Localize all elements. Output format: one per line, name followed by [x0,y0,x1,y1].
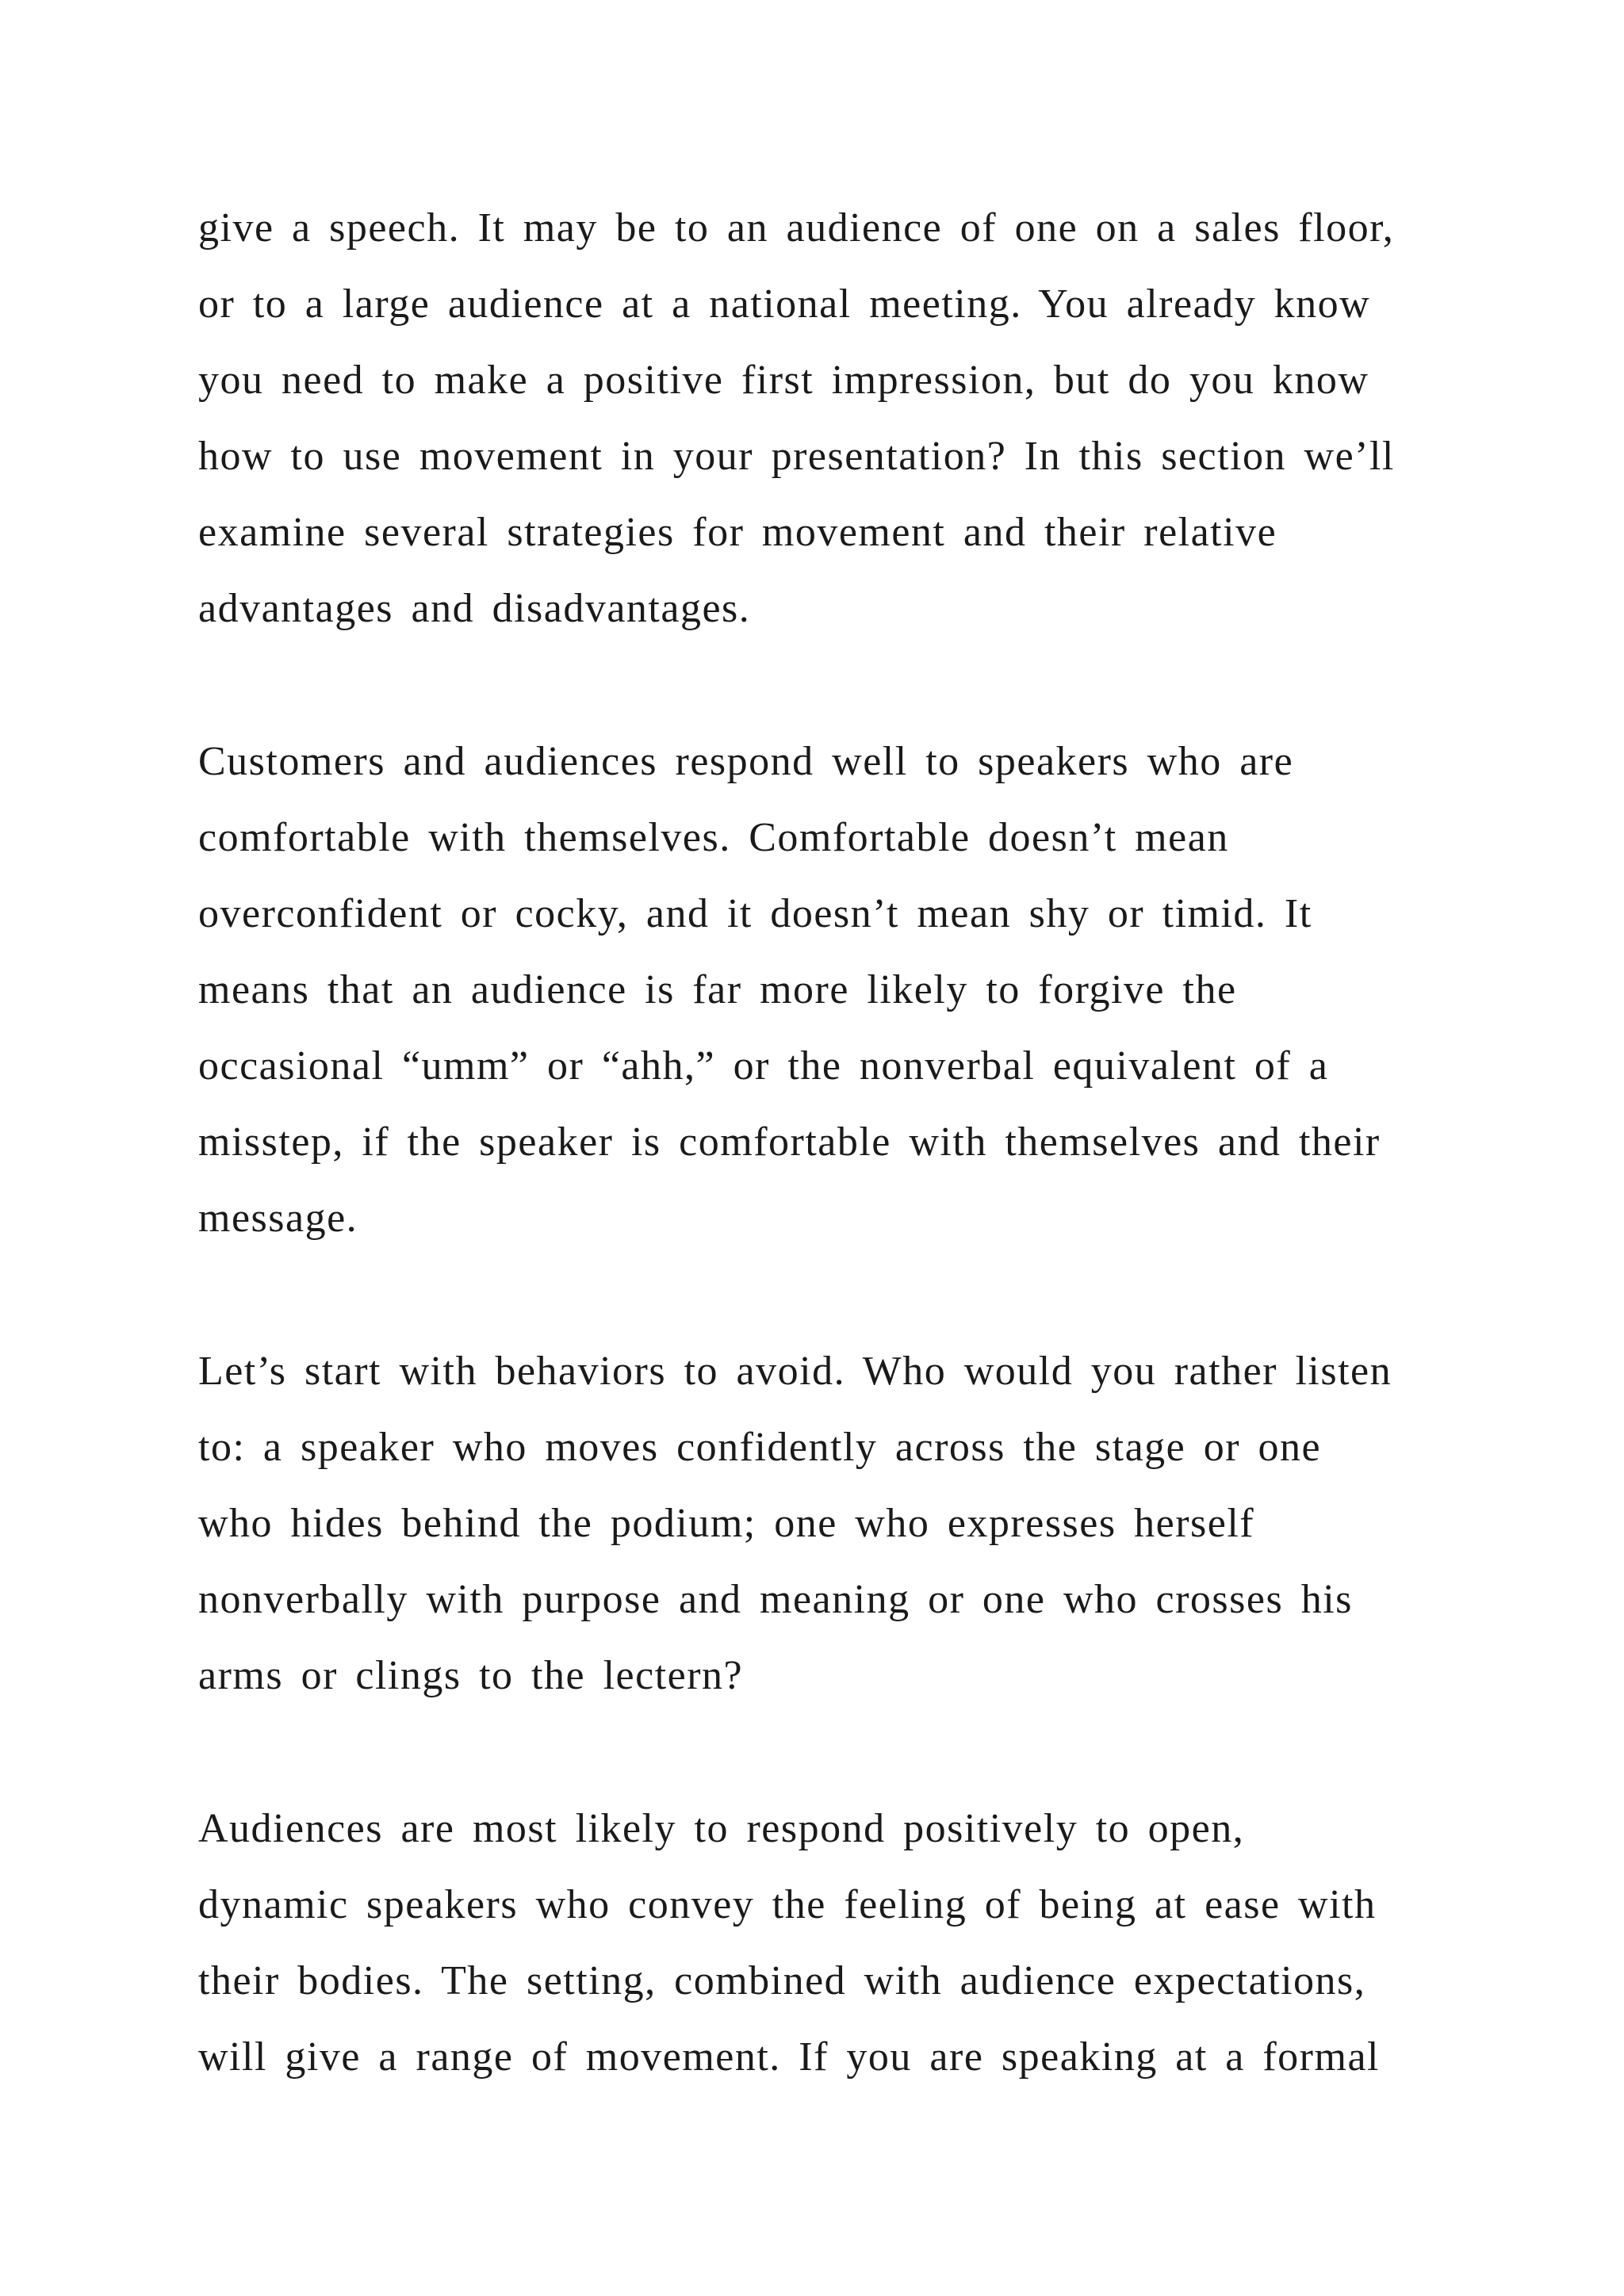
text-line: occasional “umm” or “ahh,” or the nonverbal equivalent of a [198,1043,1329,1089]
text-line: overconfident or cocky, and it doesn’t mean shy or timid. It [198,891,1312,936]
paragraph-2 [198,724,1467,1257]
text-line: advantages and disadvantages. [198,586,751,631]
text-line: who hides behind the podium; one who expresses herself [198,1501,1255,1546]
paragraph-3 [198,1334,1467,1714]
text-line: their bodies. The setting, combined with audience expectations, [198,1958,1366,2003]
text-line: examine several strategies for movement and their relative [198,510,1277,555]
text-line: arms or clings to the lectern? [198,1653,744,1698]
text-line: give a speech. It may be to an audience of one on a sales floor, [198,205,1395,251]
text-line: Let’s start with behaviors to avoid. Who would you rather listen [198,1349,1392,1394]
text-line: Customers and audiences respond well to speakers who are [198,739,1294,784]
text-line: dynamic speakers who convey the feeling of being at ease with [198,1882,1377,1927]
text-line: Audiences are most likely to respond positively to open, [198,1806,1245,1851]
text-line: how to use movement in your presentation? In this section we’ll [198,434,1395,479]
text-line: nonverbally with purpose and meaning or one who crosses his [198,1577,1353,1622]
paragraph-1 [198,190,1467,647]
text-line: you need to make a positive first impression, but do you know [198,358,1369,403]
text-line: or to a large audience at a national meeting. You already know [198,281,1371,327]
text-line: comfortable with themselves. Comfortable doesn’t mean [198,815,1229,860]
text-line: to: a speaker who moves confidently across the stage or one [198,1425,1322,1470]
text-line: misstep, if the speaker is comfortable with themselves and their [198,1119,1381,1165]
text-line: means that an audience is far more likely to forgive the [198,967,1237,1012]
paragraph-4 [198,1791,1467,2095]
text-line: message. [198,1196,358,1241]
text-line: will give a range of movement. If you are speaking at a formal [198,2034,1380,2080]
body-text [198,190,1467,2172]
